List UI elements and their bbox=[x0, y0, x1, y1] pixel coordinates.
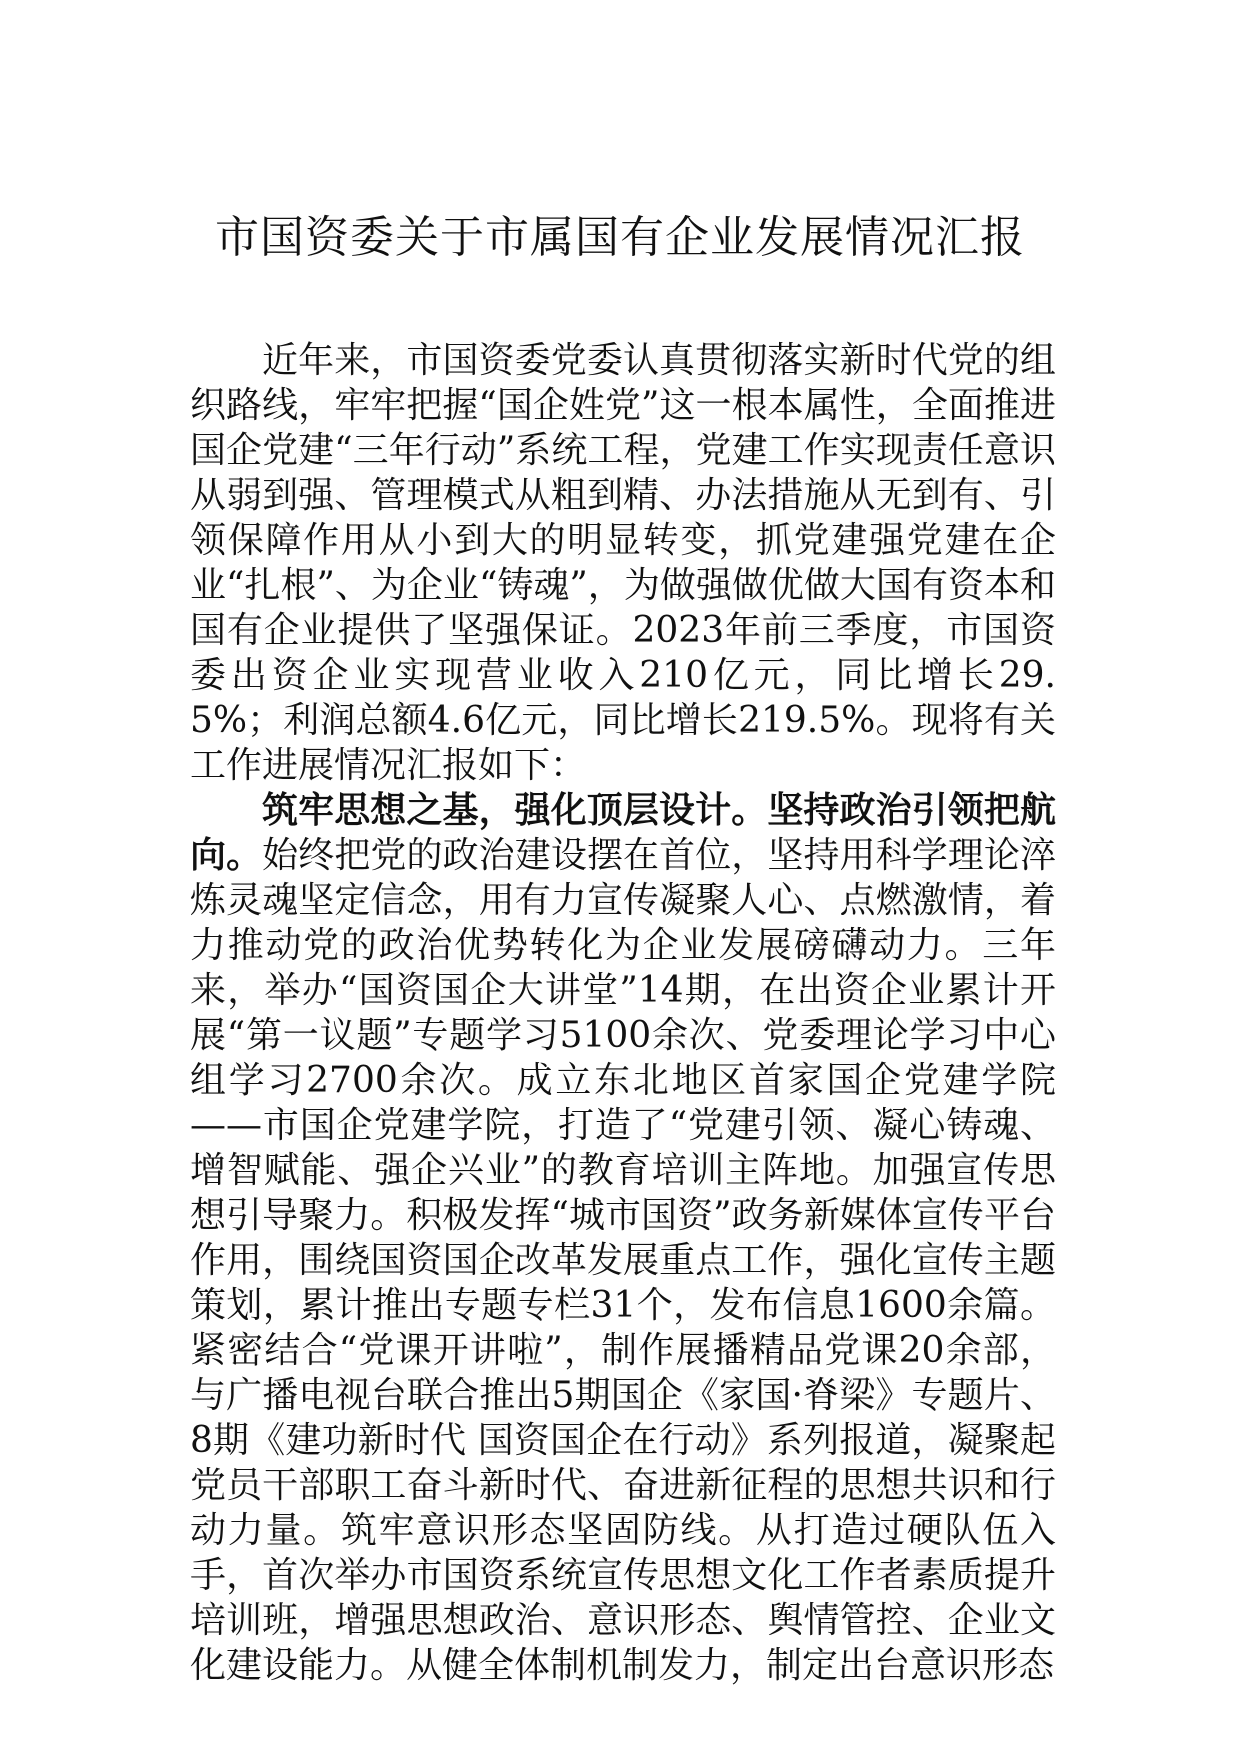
paragraph-intro-text: 近年来，市国资委党委认真贯彻落实新时代党的组织路线，牢牢把握“国企姓党”这一根本属性，全面推进国企党建“三年行动”系统工程，党建工作实现责任意识从弱到强、管理模式从粗到精、办法措施从无到有、引领保障作用从小到大的明显转变，抓党建强党建在企业“扎根”、为企业“铸魂”，为做强做优做大国有资本和国有企业提供了坚强保证。2023年前三季度，市国资委出资企业实现营业收入210亿元，同比增长29.5%；利润总额4.6亿元，同比增长219.5%。现将有关工作进展情况汇报如下： bbox=[190, 340, 1056, 786]
document-body bbox=[190, 338, 1056, 1688]
section-1-heading: 筑牢思想之基，强化顶层设计。坚持政治引领把航向。 bbox=[190, 790, 1056, 876]
document-title: 市国资委关于市属国有企业发展情况汇报 bbox=[215, 212, 1025, 263]
paragraph-intro bbox=[190, 338, 1056, 788]
section-1-text: 始终把党的政治建设摆在首位，坚持用科学理论淬炼灵魂坚定信念，用有力宣传凝聚人心、点燃激情，着力推动党的政治优势转化为企业发展磅礴动力。三年来，举办“国资国企大讲堂”14期，在出资企业累计开展“第一议题”专题学习5100余次、党委理论学习中心组学习2700余次。成立东北地区首家国企党建学院——市国企党建学院，打造了“党建引领、凝心铸魂、增智赋能、强企兴业”的教育培训主阵地。加强宣传思想引导聚力。积极发挥“城市国资”政务新媒体宣传平台作用，围绕国资国企改革发展重点工作，强化宣传主题策划，累计推出专题专栏31个，发布信息1600余篇。紧密结合“党课开讲啦”，制作展播精品党课20余部，与广播电视台联合推出5期国企《家国·脊梁》专题片、8期《建功新时代 国资国企在行动》系列报道，凝聚起党员干部职工奋斗新时代、奋进新征程的思想共识和行动力量。筑牢意识形态坚固防线。从打造过硬队伍入手，首次举办市国资系统宣传思想文化工作者素质提升培训班，增强思想政治、意识形态、舆情管控、企业文化建设能力。从健全体制机制发力，制定出台意识形态 bbox=[190, 835, 1056, 1686]
paragraph-section-1 bbox=[190, 788, 1056, 1688]
